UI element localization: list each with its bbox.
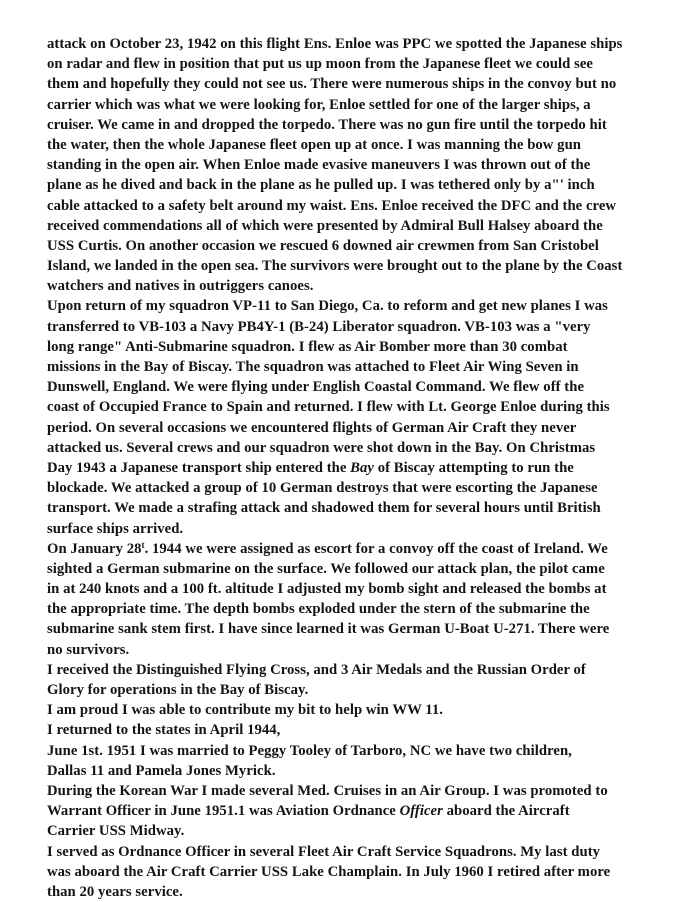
text-line: carrier which was what we were looking for, Enloe settled for one of the larger ships, a — [47, 95, 677, 115]
text-line: Dallas 11 and Pamela Jones Myrick. — [47, 761, 677, 781]
paragraph — [47, 660, 677, 700]
text-line: On January 28$^t$. 1944 we were assigned as escort for a convoy off the coast of Ireland. We — [47, 539, 677, 559]
text-line: coast of Occupied France to Spain and returned. I flew with Lt. George Enloe during this — [47, 397, 677, 417]
italic-text: Bay — [350, 460, 374, 476]
text-line: missions in the Bay of Biscay. The squadron was attached to Fleet Air Wing Seven in — [47, 357, 677, 377]
text-line: I served as Ordnance Officer in several Fleet Air Craft Service Squadrons. My last duty — [47, 842, 677, 862]
text-line: transport. We made a strafing attack and shadowed them for several hours until British — [47, 498, 677, 518]
text-line: During the Korean War I made several Med. Cruises in an Air Group. I was promoted to — [47, 781, 677, 801]
text-line: on radar and flew in position that put us up moon from the Japanese fleet we could see — [47, 54, 677, 74]
text-line: the appropriate time. The depth bombs exploded under the stern of the submarine the — [47, 599, 677, 619]
text-line: Island, we landed in the open sea. The survivors were brought out to the plane by the Coast — [47, 256, 677, 276]
paragraph — [47, 700, 677, 720]
text-line: standing in the open air. When Enloe made evasive maneuvers I was thrown out of the — [47, 155, 677, 175]
text-line: was aboard the Air Craft Carrier USS Lake Champlain. In July 1960 I retired after more — [47, 862, 677, 882]
text-line: cable attacked to a safety belt around my waist. Ens. Enloe received the DFC and the crew — [47, 196, 677, 216]
italic-text: Officer — [400, 803, 443, 819]
paragraph — [47, 842, 677, 902]
text-line: cruiser. We came in and dropped the torpedo. There was no gun fire until the torpedo hit — [47, 115, 677, 135]
superscript-text: t — [142, 540, 145, 550]
document-page — [47, 34, 677, 902]
text-line: no survivors. — [47, 640, 677, 660]
text-line: transferred to VB-103 a Navy PB4Y-1 (B-24) Liberator squadron. VB-103 was a "very — [47, 317, 677, 337]
text-line: received commendations all of which were presented by Admiral Bull Halsey aboard the — [47, 216, 677, 236]
paragraph — [47, 741, 677, 781]
text-line: long range" Anti-Submarine squadron. I flew as Air Bomber more than 30 combat — [47, 337, 677, 357]
text-line: Warrant Officer in June 1951.1 was Aviation Ordnance Officer aboard the Aircraft — [47, 801, 677, 821]
text-line: the water, then the whole Japanese fleet open up at once. I was manning the bow gun — [47, 135, 677, 155]
text-line: in at 240 knots and a 100 ft. altitude I adjusted my bomb sight and released the bombs at — [47, 579, 677, 599]
paragraph — [47, 720, 677, 740]
paragraph — [47, 296, 677, 538]
text-line: Glory for operations in the Bay of Biscay. — [47, 680, 677, 700]
text-line: I returned to the states in April 1944, — [47, 720, 677, 740]
paragraph — [47, 781, 677, 842]
text-line: plane as he dived and back in the plane as he pulled up. I was tethered only by a"' inch — [47, 175, 677, 195]
text-line: attacked us. Several crews and our squadron were shot down in the Bay. On Christmas — [47, 438, 677, 458]
text-line: USS Curtis. On another occasion we rescued 6 downed air crewmen from San Cristobel — [47, 236, 677, 256]
text-line: submarine sank stem first. I have since learned it was German U-Boat U-271. There were — [47, 619, 677, 639]
text-line: attack on October 23, 1942 on this flight Ens. Enloe was PPC we spotted the Japanese ships — [47, 34, 677, 54]
text-line: than 20 years service. — [47, 882, 677, 902]
text-line: Dunswell, England. We were flying under English Coastal Command. We flew off the — [47, 377, 677, 397]
text-line: I am proud I was able to contribute my bit to help win WW 11. — [47, 700, 677, 720]
text-line: Carrier USS Midway. — [47, 821, 677, 841]
text-line: blockade. We attacked a group of 10 German destroys that were escorting the Japanese — [47, 478, 677, 498]
text-line: Upon return of my squadron VP-11 to San Diego, Ca. to reform and get new planes I was — [47, 296, 677, 316]
text-line: I received the Distinguished Flying Cross, and 3 Air Medals and the Russian Order of — [47, 660, 677, 680]
text-line: period. On several occasions we encountered flights of German Air Craft they never — [47, 418, 677, 438]
text-line: watchers and natives in outriggers canoes. — [47, 276, 677, 296]
paragraph — [47, 539, 677, 660]
paragraph — [47, 34, 677, 296]
text-line: surface ships arrived. — [47, 519, 677, 539]
text-line: June 1st. 1951 I was married to Peggy Tooley of Tarboro, NC we have two children, — [47, 741, 677, 761]
text-line: Day 1943 a Japanese transport ship entered the Bay of Biscay attempting to run the — [47, 458, 677, 478]
text-line: sighted a German submarine on the surface. We followed our attack plan, the pilot came — [47, 559, 677, 579]
text-line: them and hopefully they could not see us. There were numerous ships in the convoy but no — [47, 74, 677, 94]
